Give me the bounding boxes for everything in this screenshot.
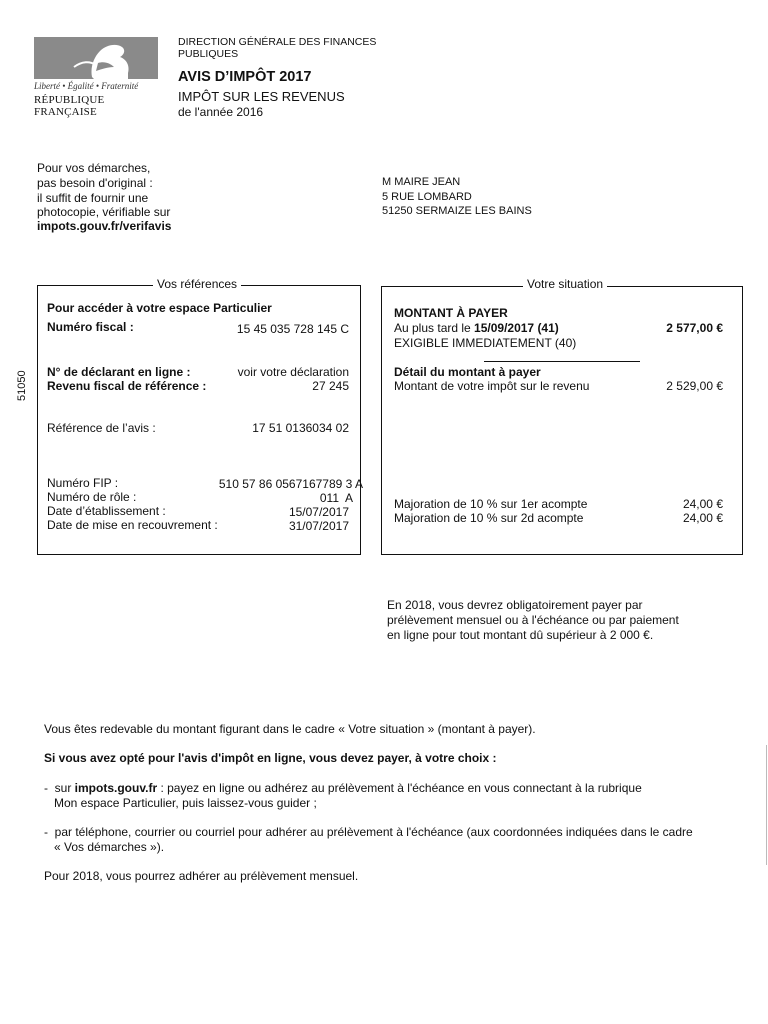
bullet-2-line1: - par téléphone, courrier ou courriel pour adhérer au prélèvement à l'échéance (aux coordonnées indiquées dans le cadre [44,825,693,839]
bullet-2-line2: « Vos démarches »). [54,840,165,854]
recouv-value: 31/07/2017 [288,519,349,533]
majoration1-value: 24,00 € [682,497,723,511]
etab-label: Date d’établissement : [47,504,166,518]
body-paragraph-3: Pour 2018, vous pourrez adhérer au prélèvement mensuel. [44,869,359,883]
role-value: 011 A [319,491,353,505]
separator-rule [484,361,640,362]
marianne-emblem [34,37,158,79]
verifavis-link[interactable]: impots.gouv.fr/verifavis [37,219,172,233]
role-label: Numéro de rôle : [47,490,137,504]
declarant-value: voir votre déclaration [237,365,349,379]
edge-mark [766,745,767,865]
recipient-street: 5 RUE LOMBARD [382,191,472,203]
majoration2-value: 24,00 € [682,511,723,525]
etab-value: 15/07/2017 [288,505,349,519]
demarches-line2: pas besoin d'original : [37,176,153,190]
impot-value: 2 529,00 € [666,379,723,393]
side-code: 51050 [16,370,28,401]
bullet-1-rest: : payez en ligne ou adhérez au prélèvement à l'échéance en vous connectant à la rubrique [157,781,642,795]
deadline-value: 15/09/2017 (41) [474,321,559,335]
exigible-line: EXIGIBLE IMMEDIATEMENT (40) [394,336,577,350]
bullet-1-line1 [44,781,642,795]
fip-label: Numéro FIP : [47,476,119,490]
notice-2018-line3: en ligne pour tout montant dû supérieur à 2 000 €. [387,628,654,642]
majoration1-label: Majoration de 10 % sur 1er acompte [394,497,588,511]
page-title: AVIS D’IMPÔT 2017 [178,69,312,85]
majoration2-label: Majoration de 10 % sur 2d acompte [394,511,584,525]
ref-avis-value: 17 51 0136034 02 [252,421,349,435]
deadline-prefix: Au plus tard le [394,321,475,335]
bullet-1-line2: Mon espace Particulier, puis laissez-vous guider ; [54,796,317,810]
demarches-line3: il suffit de fournir une [37,191,149,205]
numero-fiscal-value: 15 45 035 728 145 C [236,322,349,336]
dept-line2: PUBLIQUES [178,48,239,60]
demarches-line1: Pour vos démarches, [37,161,151,175]
bullet-1-prefix: - sur [44,781,75,795]
page-subtitle: IMPÔT SUR LES REVENUS [178,89,345,104]
fip-value: 510 57 86 0567167789 3 A [218,477,363,491]
notice-2018-line2: prélèvement mensuel ou à l'échéance ou par paiement [387,613,679,627]
deadline-line [394,321,559,335]
rfr-value: 27 245 [312,379,349,393]
recipient-city: 51250 SERMAIZE LES BAINS [382,205,532,217]
situation-frame-title: Votre situation [523,277,607,291]
logo-republique: RÉPUBLIQUE FRANÇAISE [34,94,105,118]
ref-avis-label: Référence de l’avis : [47,421,156,435]
dept-line1: DIRECTION GÉNÉRALE DES FINANCES [178,36,377,48]
logo-motto: Liberté • Égalité • Fraternité [34,81,139,91]
declarant-label: N° de déclarant en ligne : [47,365,191,379]
marianne-icon [34,37,158,79]
body-paragraph-2: Si vous avez opté pour l'avis d'impôt en ligne, vous devez payer, à votre choix : [44,751,497,765]
republique-francaise-logo [34,37,158,118]
recouv-label: Date de mise en recouvrement : [47,518,218,532]
detail-heading: Détail du montant à payer [394,365,541,379]
rfr-label: Revenu fiscal de référence : [47,379,207,393]
impot-label: Montant de votre impôt sur le revenu [394,379,590,393]
impots-link[interactable]: impots.gouv.fr [74,781,158,795]
amount-due: 2 577,00 € [666,321,723,335]
body-paragraph-1: Vous êtes redevable du montant figurant dans le cadre « Votre situation » (montant à payer). [44,722,536,736]
references-frame-title: Vos références [153,277,241,291]
references-heading: Pour accéder à votre espace Particulier [47,301,272,315]
numero-fiscal-label: Numéro fiscal : [47,320,134,334]
recipient-name: M MAIRE JEAN [382,176,461,188]
montant-heading: MONTANT À PAYER [394,306,508,320]
demarches-line4: photocopie, vérifiable sur [37,205,171,219]
tax-year: de l'année 2016 [178,105,264,119]
notice-2018-line1: En 2018, vous devrez obligatoirement payer par [387,598,643,612]
